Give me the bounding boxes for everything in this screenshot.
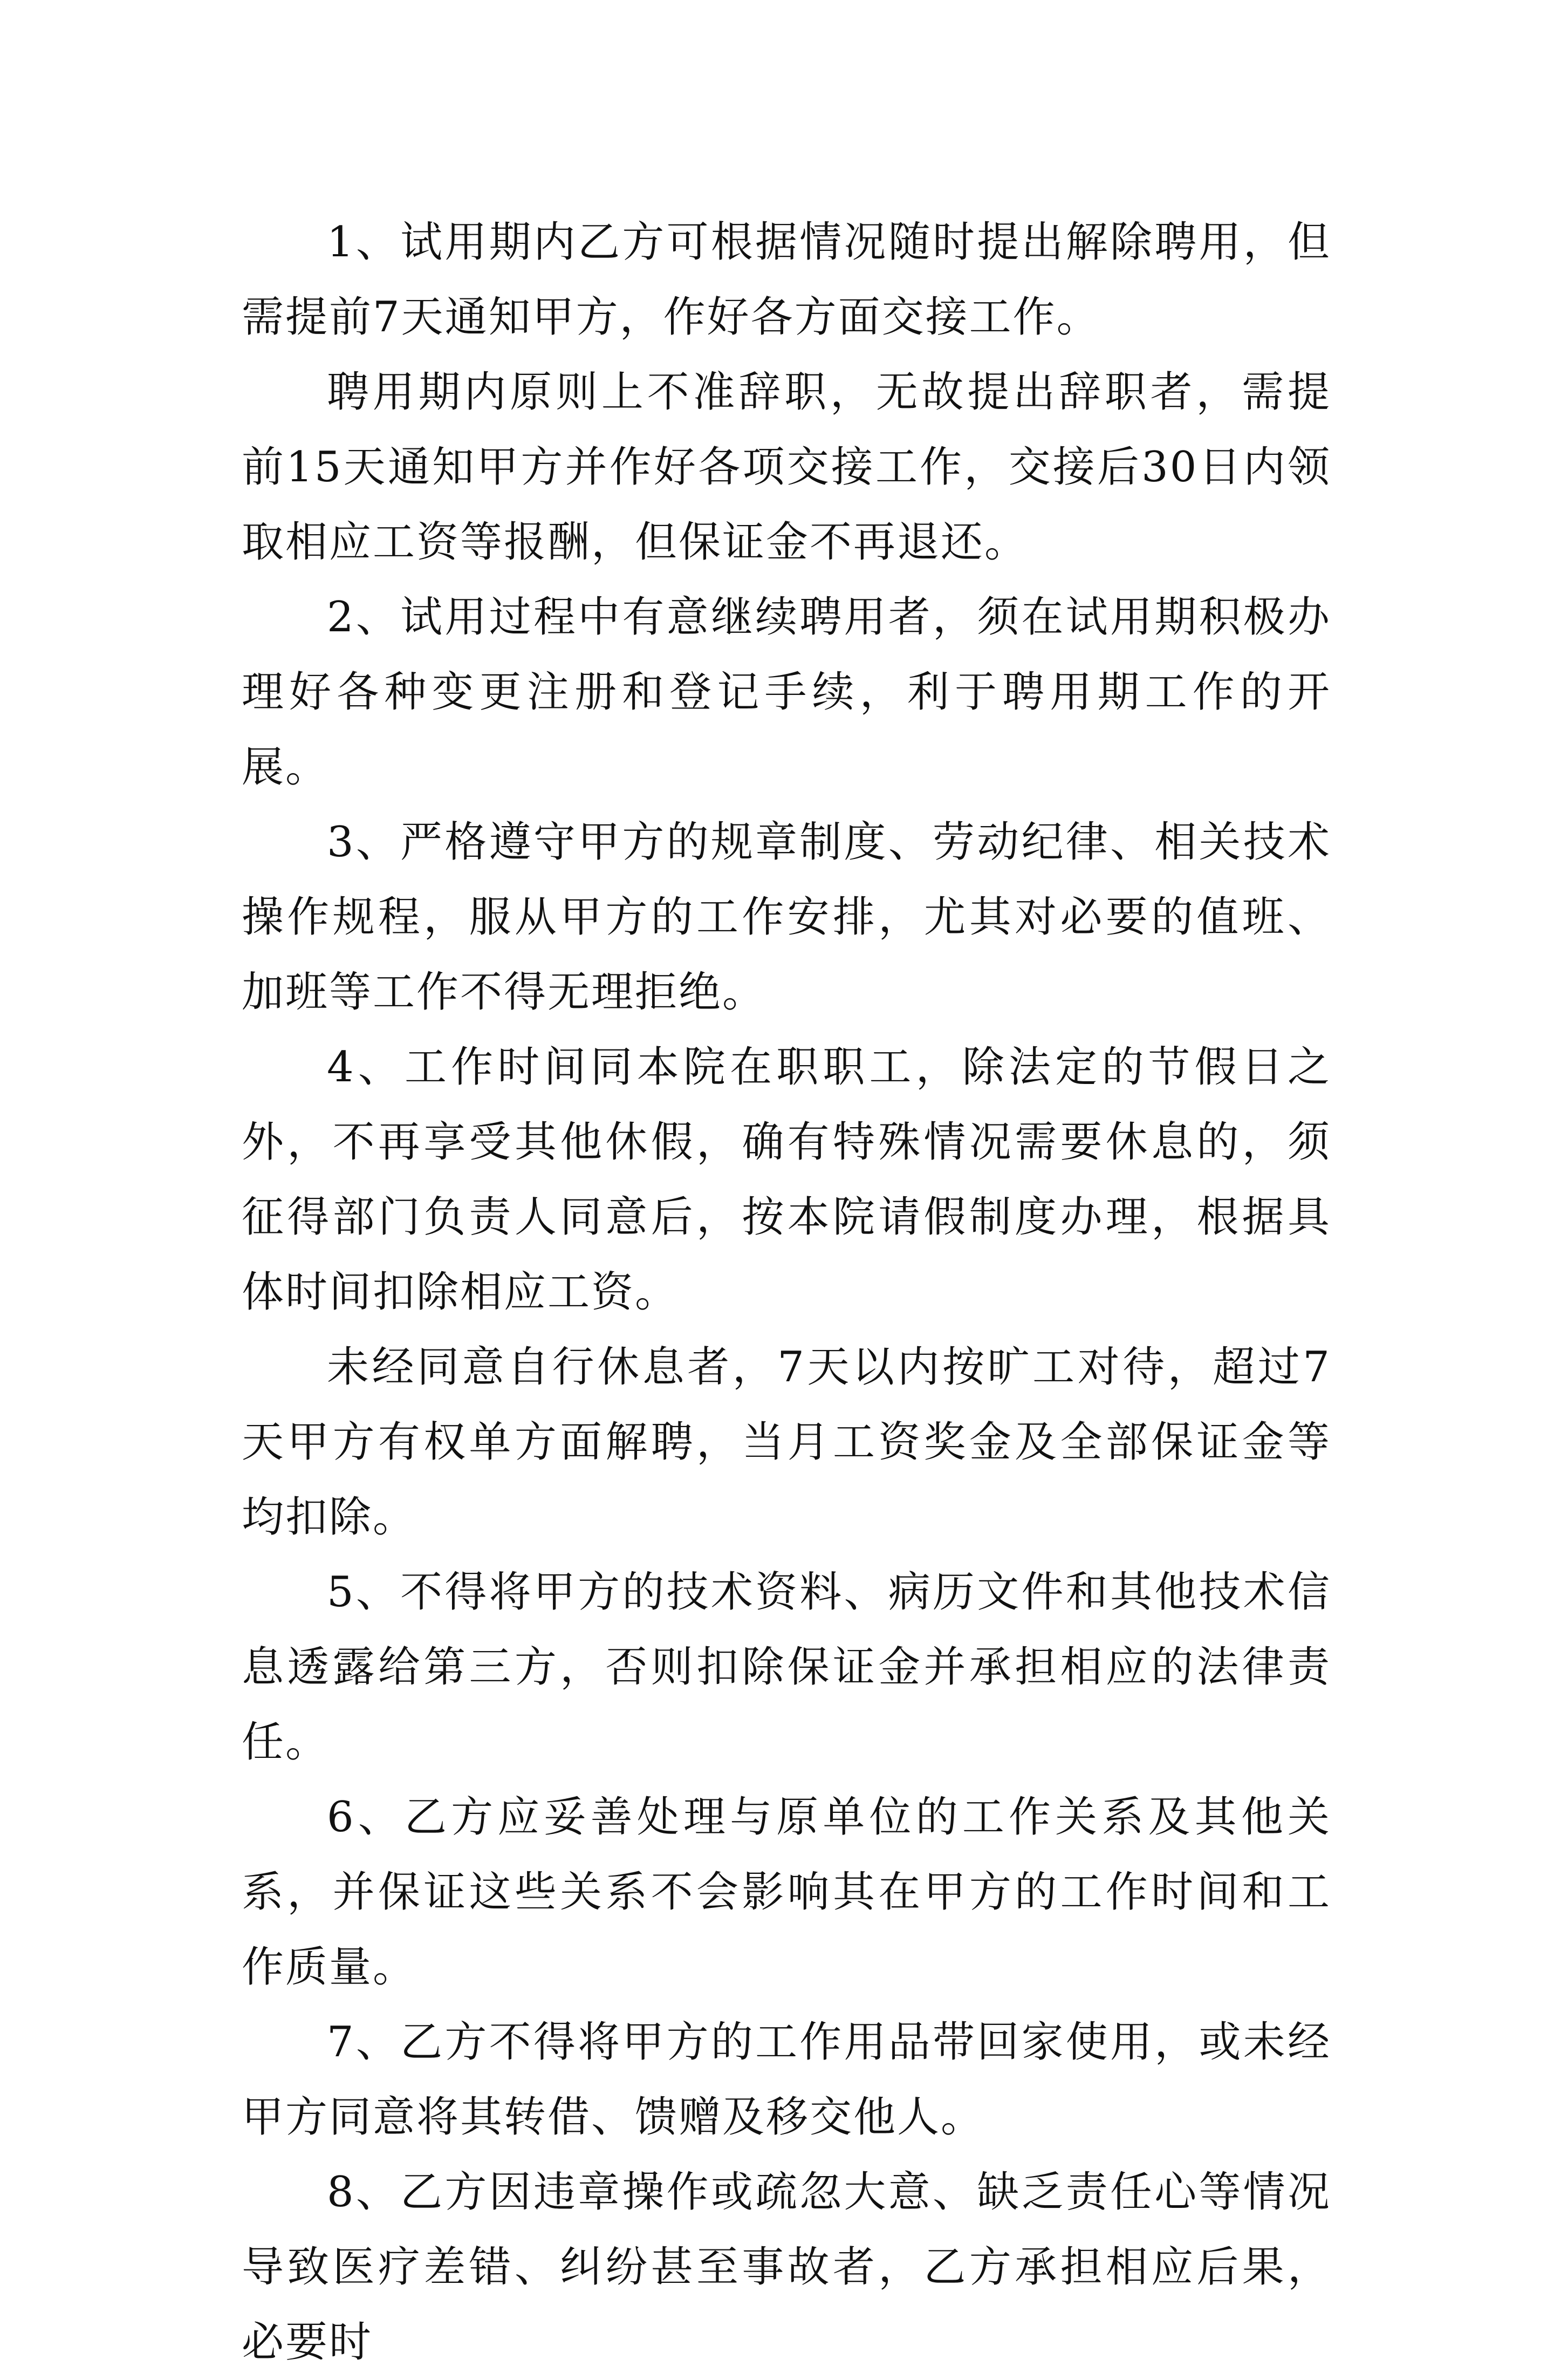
paragraph-resignation-rule: 聘用期内原则上不准辞职，无故提出辞职者，需提前15天通知甲方并作好各项交接工作，交接后30日内领取相应工资等报酬，但保证金不再退还。 <box>242 368 1331 567</box>
paragraph-clause-2: 2、试用过程中有意继续聘用者，须在试用期积极办理好各种变更注册和登记手续，利于聘用期工作的开展。 <box>242 593 1331 792</box>
paragraph-unauthorized-leave: 未经同意自行休息者，7天以内按旷工对待，超过7天甲方有权单方面解聘，当月工资奖金及全部保证金等均扣除。 <box>242 1343 1331 1542</box>
document-body <box>242 205 1331 2380</box>
paragraph-clause-5: 5、不得将甲方的技术资料、病历文件和其他技术信息透露给第三方，否则扣除保证金并承担相应的法律责任。 <box>242 1568 1331 1767</box>
paragraph-clause-4: 4、工作时间同本院在职职工，除法定的节假日之外，不再享受其他休假，确有特殊情况需要休息的，须征得部门负责人同意后，按本院请假制度办理，根据具体时间扣除相应工资。 <box>242 1043 1331 1317</box>
paragraph-clause-7: 7、乙方不得将甲方的工作用品带回家使用，或未经甲方同意将其转借、馈赠及移交他人。 <box>242 2018 1331 2142</box>
paragraph-clause-3: 3、严格遵守甲方的规章制度、劳动纪律、相关技术操作规程，服从甲方的工作安排，尤其对必要的值班、加班等工作不得无理拒绝。 <box>242 818 1331 1017</box>
paragraph-clause-8: 8、乙方因违章操作或疏忽大意、缺乏责任心等情况导致医疗差错、纠纷甚至事故者，乙方承担相应后果，必要时 <box>242 2168 1331 2367</box>
paragraph-clause-1: 1、试用期内乙方可根据情况随时提出解除聘用，但需提前7天通知甲方，作好各方面交接工作。 <box>242 218 1331 342</box>
paragraph-clause-6: 6、乙方应妥善处理与原单位的工作关系及其他关系，并保证这些关系不会影响其在甲方的工作时间和工作质量。 <box>242 1793 1331 1992</box>
